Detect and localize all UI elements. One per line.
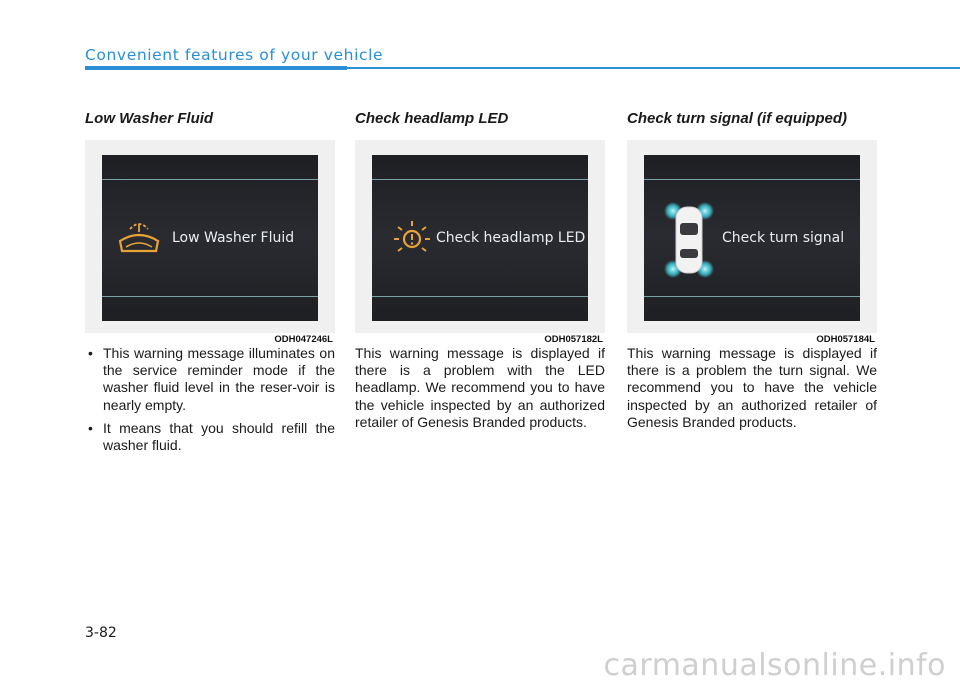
bullet-item: • It means that you should refill the washer fluid. bbox=[85, 420, 335, 454]
watermark[interactable]: carmanualsonline.info bbox=[603, 648, 946, 683]
divider-line bbox=[644, 296, 860, 297]
divider-line bbox=[644, 179, 860, 180]
column-low-washer-fluid bbox=[85, 110, 335, 454]
page-number: 3-82 bbox=[85, 625, 117, 641]
turn-signal-car-icon bbox=[664, 199, 714, 281]
divider-line bbox=[372, 179, 588, 180]
paragraph: This warning message is displayed if there is a problem with the LED headlamp. We recommend you to have the vehicle inspected by an authorized retailer of Genesis Branded products. bbox=[355, 345, 605, 430]
screen-message: Low Washer Fluid bbox=[172, 230, 295, 246]
heading-check-headlamp-led: Check headlamp LED bbox=[355, 110, 509, 127]
headlamp-led-icon bbox=[392, 219, 432, 259]
cluster-screen bbox=[102, 155, 318, 321]
column-check-turn-signal bbox=[627, 110, 877, 430]
paragraph: This warning message is displayed if there is a problem the turn signal. We recommend you to have the vehicle inspected by an authorized retailer of Genesis Branded products. bbox=[627, 345, 877, 430]
divider-line bbox=[102, 179, 318, 180]
body-text bbox=[627, 345, 877, 431]
figure-code: ODH047246L bbox=[274, 334, 333, 345]
cluster-screen bbox=[372, 155, 588, 321]
figure-code: ODH057184L bbox=[816, 334, 875, 345]
washer-fluid-icon bbox=[116, 215, 162, 257]
divider-line bbox=[372, 296, 588, 297]
figure-check-turn-signal bbox=[627, 140, 877, 345]
body-text bbox=[355, 345, 605, 431]
screen-message: Check turn signal bbox=[722, 230, 845, 246]
screen-message: Check headlamp LED bbox=[436, 230, 586, 246]
figure-check-headlamp-led bbox=[355, 140, 605, 345]
section-title: Convenient features of your vehicle bbox=[85, 46, 384, 64]
column-check-headlamp-led bbox=[355, 110, 605, 430]
header-rule-accent bbox=[85, 66, 347, 70]
bullet-item: • This warning message illuminates on the service reminder mode if the washer fluid level in the reser-voir is nearly empty. bbox=[85, 345, 335, 414]
heading-low-washer-fluid: Low Washer Fluid bbox=[85, 110, 214, 127]
cluster-screen bbox=[644, 155, 860, 321]
figure-low-washer-fluid bbox=[85, 140, 335, 345]
figure-code: ODH057182L bbox=[544, 334, 603, 345]
heading-check-turn-signal: Check turn signal (if equipped) bbox=[627, 110, 848, 127]
divider-line bbox=[102, 296, 318, 297]
body-text bbox=[85, 345, 335, 460]
